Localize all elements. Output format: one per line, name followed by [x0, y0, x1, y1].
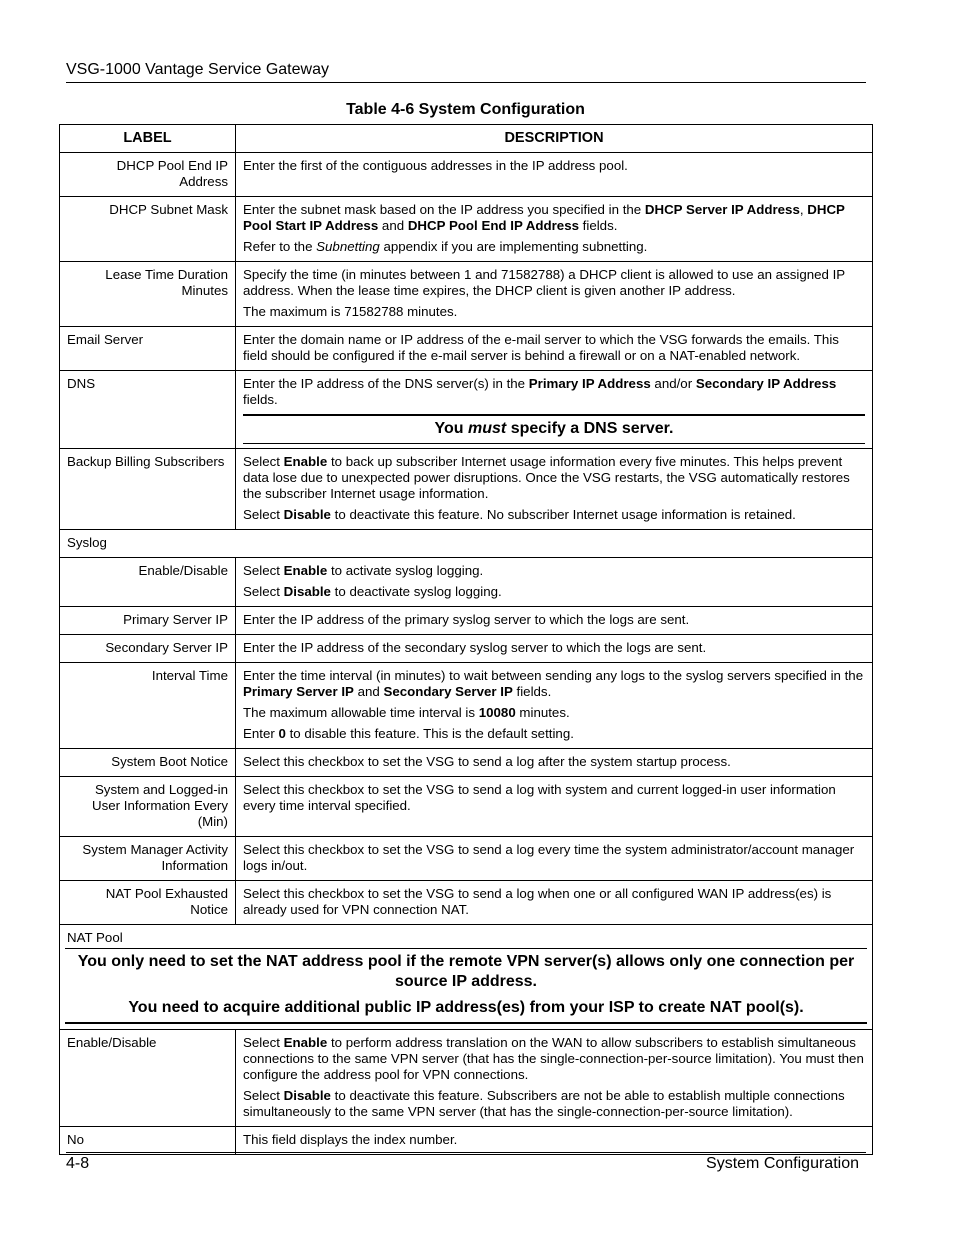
system-configuration-table [59, 124, 873, 1155]
row-description [236, 881, 873, 925]
row-description [236, 635, 873, 663]
field-name: DHCP Pool Start IP Address [243, 202, 845, 233]
text: Select [243, 1088, 284, 1103]
table-row [60, 1030, 873, 1127]
row-label: Email Server [60, 327, 236, 371]
section-cell [60, 925, 873, 1030]
text: Enter [243, 726, 279, 741]
field-name: DHCP Server IP Address [644, 202, 800, 217]
note-text: You only need to set the NAT address pool if the remote VPN server(s) allows only one connection per source IP address. [77, 953, 855, 990]
row-description [236, 371, 873, 449]
note-text: You need to acquire additional public IP address(es) from your ISP to create NAT pool(s). [128, 999, 804, 1016]
row-label: Primary Server IP [60, 607, 236, 635]
description-text: Select this checkbox to set the VSG to send a log with system and current logged-in user information every time interval specified. [243, 782, 836, 813]
row-label: DHCP Pool End IP Address [60, 153, 236, 197]
table-row [60, 262, 873, 327]
row-label: System and Logged-in User Information Every (Min) [60, 777, 236, 837]
row-label: Secondary Server IP [60, 635, 236, 663]
row-description [236, 197, 873, 262]
option-name: Enable [283, 1035, 328, 1050]
note-text: You [434, 420, 469, 437]
text: , [799, 202, 808, 217]
description-text: Enter the first of the contiguous addresses in the IP address pool. [243, 158, 628, 173]
text: Select [243, 454, 284, 469]
row-label: Enable/Disable [60, 558, 236, 607]
table-row [60, 837, 873, 881]
table-row [60, 607, 873, 635]
option-name: Disable [283, 507, 331, 522]
table-row [60, 1127, 873, 1155]
row-description [236, 607, 873, 635]
text: fields. [578, 218, 618, 233]
footer-section-title: System Configuration [706, 1155, 859, 1172]
appendix-name: Subnetting [316, 239, 380, 254]
text: to disable this feature. This is the default setting. [285, 726, 574, 741]
page-number: 4-8 [66, 1155, 90, 1172]
page-header-title: VSG-1000 Vantage Service Gateway [66, 61, 329, 78]
description-text: Select this checkbox to set the VSG to send a log every time the system administrator/account manager logs in/out. [243, 842, 855, 873]
text: fields. [512, 684, 552, 699]
description-column-header: DESCRIPTION [236, 125, 873, 153]
value: 10080 [478, 705, 516, 720]
nat-pool-note [65, 948, 867, 1024]
section-label: Syslog [60, 530, 873, 558]
row-label: NAT Pool Exhausted Notice [60, 881, 236, 925]
text: and [378, 218, 408, 233]
row-description [236, 777, 873, 837]
text: Select [243, 584, 284, 599]
text: Enter the IP address of the DNS server(s) in the [243, 376, 529, 391]
row-label: System Boot Notice [60, 749, 236, 777]
description-text: Enter the domain name or IP address of the e-mail server to which the VSG forwards the emails. This field should be configured if the e-mail server is behind a firewall or on a NAT-enabled network. [243, 332, 839, 363]
section-row [60, 925, 873, 1030]
header-divider [66, 82, 866, 83]
text: Select [243, 1035, 284, 1050]
value: 0 [278, 726, 286, 741]
dns-note [243, 414, 865, 444]
text: Enter the subnet mask based on the IP address you specified in the [243, 202, 645, 217]
option-name: Enable [283, 454, 328, 469]
field-name: Primary Server IP [243, 684, 354, 699]
text: and/or [650, 376, 696, 391]
row-description [236, 837, 873, 881]
row-label: Backup Billing Subscribers [60, 449, 236, 530]
table-row [60, 327, 873, 371]
text: minutes. [515, 705, 570, 720]
row-label: Enable/Disable [60, 1030, 236, 1127]
table-title: Table 4-6 System Configuration [346, 101, 585, 118]
footer-divider [66, 1152, 866, 1153]
row-description [236, 262, 873, 327]
table-row [60, 197, 873, 262]
row-description [236, 449, 873, 530]
text: appendix if you are implementing subnetting. [379, 239, 648, 254]
row-label: System Manager Activity Information [60, 837, 236, 881]
text: to activate syslog logging. [327, 563, 484, 578]
description-text: Select this checkbox to set the VSG to send a log after the system startup process. [243, 754, 731, 769]
table-row [60, 371, 873, 449]
row-description [236, 327, 873, 371]
option-name: Enable [283, 563, 328, 578]
table-row [60, 749, 873, 777]
row-label: DHCP Subnet Mask [60, 197, 236, 262]
text: The maximum allowable time interval is [243, 705, 479, 720]
table-row [60, 663, 873, 749]
row-description [236, 558, 873, 607]
text: Enter the time interval (in minutes) to wait between sending any logs to the syslog servers specified in the [243, 668, 864, 683]
table-row [60, 558, 873, 607]
description-text: Enter the IP address of the primary syslog server to which the logs are sent. [243, 612, 690, 627]
text: to deactivate this feature. Subscribers are not be able to establish multiple connections simultaneously to the same VPN server (that has the single-connection-per-source limitation). [243, 1088, 845, 1119]
text: Refer to the [243, 239, 317, 254]
text: Select [243, 563, 284, 578]
label-column-header: LABEL [60, 125, 236, 153]
row-label: Interval Time [60, 663, 236, 749]
description-text: Select this checkbox to set the VSG to send a log when one or all configured WAN IP address(es) is already used for VPN connection NAT. [243, 886, 832, 917]
description-text: The maximum is 71582788 minutes. [243, 304, 458, 319]
description-text: Enter the IP address of the secondary syslog server to which the logs are sent. [243, 640, 707, 655]
text: to deactivate syslog logging. [330, 584, 502, 599]
section-label: NAT Pool [67, 930, 123, 945]
text: fields. [243, 392, 278, 407]
note-text: specify a DNS server. [506, 420, 674, 437]
row-description [236, 1030, 873, 1127]
table-row [60, 449, 873, 530]
text: Select [243, 507, 284, 522]
section-row [60, 530, 873, 558]
option-name: Disable [283, 1088, 331, 1103]
description-text: This field displays the index number. [243, 1132, 458, 1147]
row-label: DNS [60, 371, 236, 449]
table-row [60, 881, 873, 925]
row-description [236, 1127, 873, 1155]
table-header-row [60, 125, 873, 153]
field-name: Secondary Server IP [383, 684, 513, 699]
row-description [236, 153, 873, 197]
text: to back up subscriber Internet usage information every five minutes. This helps prevent data lose due to unexpected power disruptions. Once the VSG restarts, the VSG automatically restores the subscriber Internet usage information. [243, 454, 850, 501]
text: and [353, 684, 384, 699]
text: to deactivate this feature. No subscriber Internet usage information is retained. [330, 507, 796, 522]
field-name: DHCP Pool End IP Address [407, 218, 579, 233]
field-name: Primary IP Address [528, 376, 651, 391]
table-row [60, 635, 873, 663]
row-label: Lease Time Duration Minutes [60, 262, 236, 327]
table-row [60, 153, 873, 197]
field-name: Secondary IP Address [695, 376, 837, 391]
row-description [236, 663, 873, 749]
description-text: Specify the time (in minutes between 1 and 71582788) a DHCP client is allowed to use an assigned IP address. When the lease time expires, the DHCP client is given another IP address. [243, 267, 845, 298]
table-row [60, 777, 873, 837]
row-label: No [60, 1127, 236, 1155]
note-emphasis: must [468, 420, 507, 437]
text: to perform address translation on the WAN to allow subscribers to establish simultaneous connections to the same VPN server (that has the single-connection-per-source limitation). You must then configure the address pool for VPN connections. [243, 1035, 864, 1082]
row-description [236, 749, 873, 777]
option-name: Disable [283, 584, 331, 599]
